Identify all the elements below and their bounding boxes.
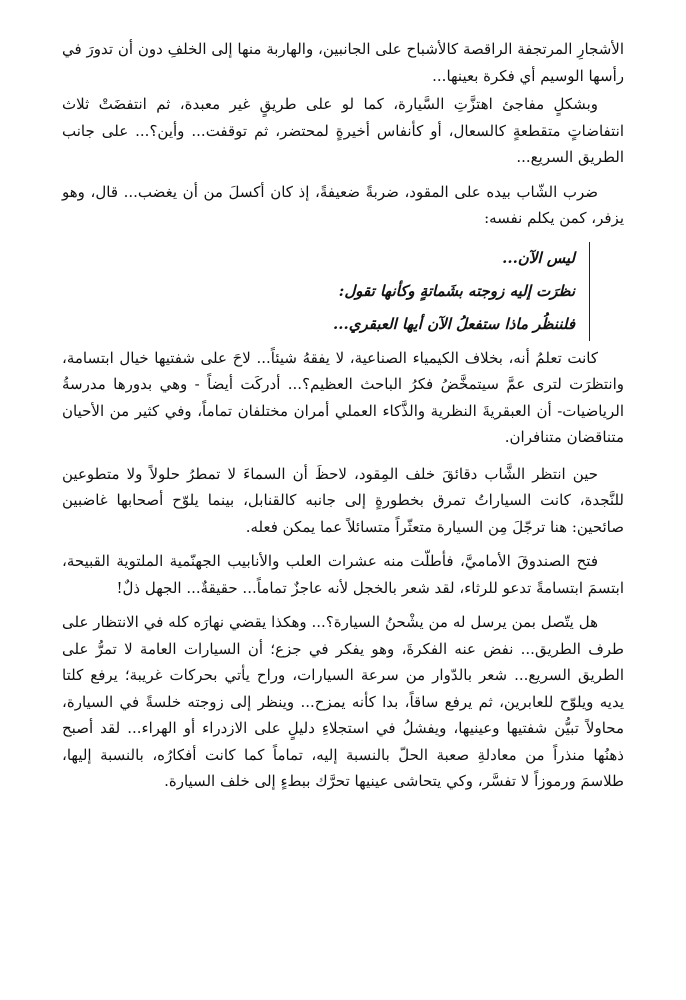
quote-line-3: فلننظُر ماذا ستفعلُ الآن أيها العبقري... (333, 314, 575, 333)
paragraph-5: حين انتظر الشَّاب دقائقَ خلف المِقود، لاحظَ أن السماءَ لا تمطرُ حلولاً ولا متطوعين للنَّجدة، كانت السياراتُ تمرق بخطورةٍ إلى جانبه كالقنابل، بينما يلوّح أصحابها غاضبين صائحين: هنا ترجّلَ مِن السيارة متعثّراً متسائلاً عما يمكن فعله. (62, 464, 624, 536)
quote-line-2: نظرَت إليه زوجته بشَماتةٍ وكأنها تقول: (338, 281, 575, 300)
paragraph-6: فتح الصندوقَ الأماميَّ، فأطلّت منه عشرات العلب والأنابيب الجهنّمية الملتوية القبيحة، ابتسمَ ابتسامةً تدعو للرثاء، لقد شعر بالخجل لأنه عاجزٌ تماماً... حقيقةٌ... الجهل ذلٌ! (62, 552, 624, 597)
quote-line-1: ليس الآن... (502, 248, 575, 267)
paragraph-3: ضرب الشّاب بيده على المقود، ضربةً ضعيفةً، إذ كان أكسلَ من أن يغضب... قال، وهو يزفر، كمن يكلم نفسه: (62, 182, 624, 227)
paragraph-7: هل يتّصل بمن يرسل له من يشْحنُ السيارة؟... وهكذا يقضي نهارَه كله في الانتظار على طرف الطريق... نفض عنه الفكرةَ، وهو يفكر في جزع؛ أن السيارات العامة لا تمرُّ على الطريق السريع... شعر بالدّوار من سرعة السيارات، وراح يأتي بحركات غريبة؛ يرفع كلتا يديه ويلوّح للعابرين، ثم يرفع ساقاً، بدا كأنه يمزح... وينظر إلى زوجته خلسةً في السيارة، محاولاً تبيُّن شفتيها وعينيها، ويفشلُ في استجلاءِ دليلٍ على الازدراء أو الهراء... لقد أصبح ذهنُها منذراً من معادلةِ صعبة الحلّ بالنسبة إليه، تماماً كما كانت أفكارُه، بالنسبة إليها، طلاسمَ ورموزاً لا تفسَّر، وكي يتحاشى عينيها تحرَّك ببطءٍ إلى خلف السيارة. (62, 613, 624, 790)
paragraph-2: وبشكلٍ مفاجئ اهتزَّتِ السَّيارة، كما لو على طريقٍ غير معبدة، ثم انتفضَتْ ثلاث انتفاضاتٍ متقطعةٍ كالسعال، أو كأنفاس أخيرةٍ لمحتضر، ثم توقفت... وأين؟... على جانب الطريق السريع... (62, 95, 624, 166)
dialogue-quote-block (62, 242, 590, 341)
paragraph-4: كانت تعلمُ أنه، بخلاف الكيمياء الصناعية، لا يفقهُ شيئاً... لاحَ على شفتيها خيال ابتسامة، وانتظرَت لترى عمَّ سيتمخَّضُ فكرُ الباحث العظيم؟... أدركَت أيضاً - وهي بدورها مدرسةُ الرياضيات- أن العبقريةَ النظرية والذَّكاء العملي أمران مختلفان تماماً، وفي كثير من الأحيان متناقضان متنافران. (62, 348, 624, 446)
paragraph-1: الأشجارِ المرتجفة الراقصة كالأشباح على الجانبين، والهاربة منها إلى الخلفِ دون أن تدورَ في رأسها الوسيم أي فكرة بعينها... (62, 40, 624, 85)
